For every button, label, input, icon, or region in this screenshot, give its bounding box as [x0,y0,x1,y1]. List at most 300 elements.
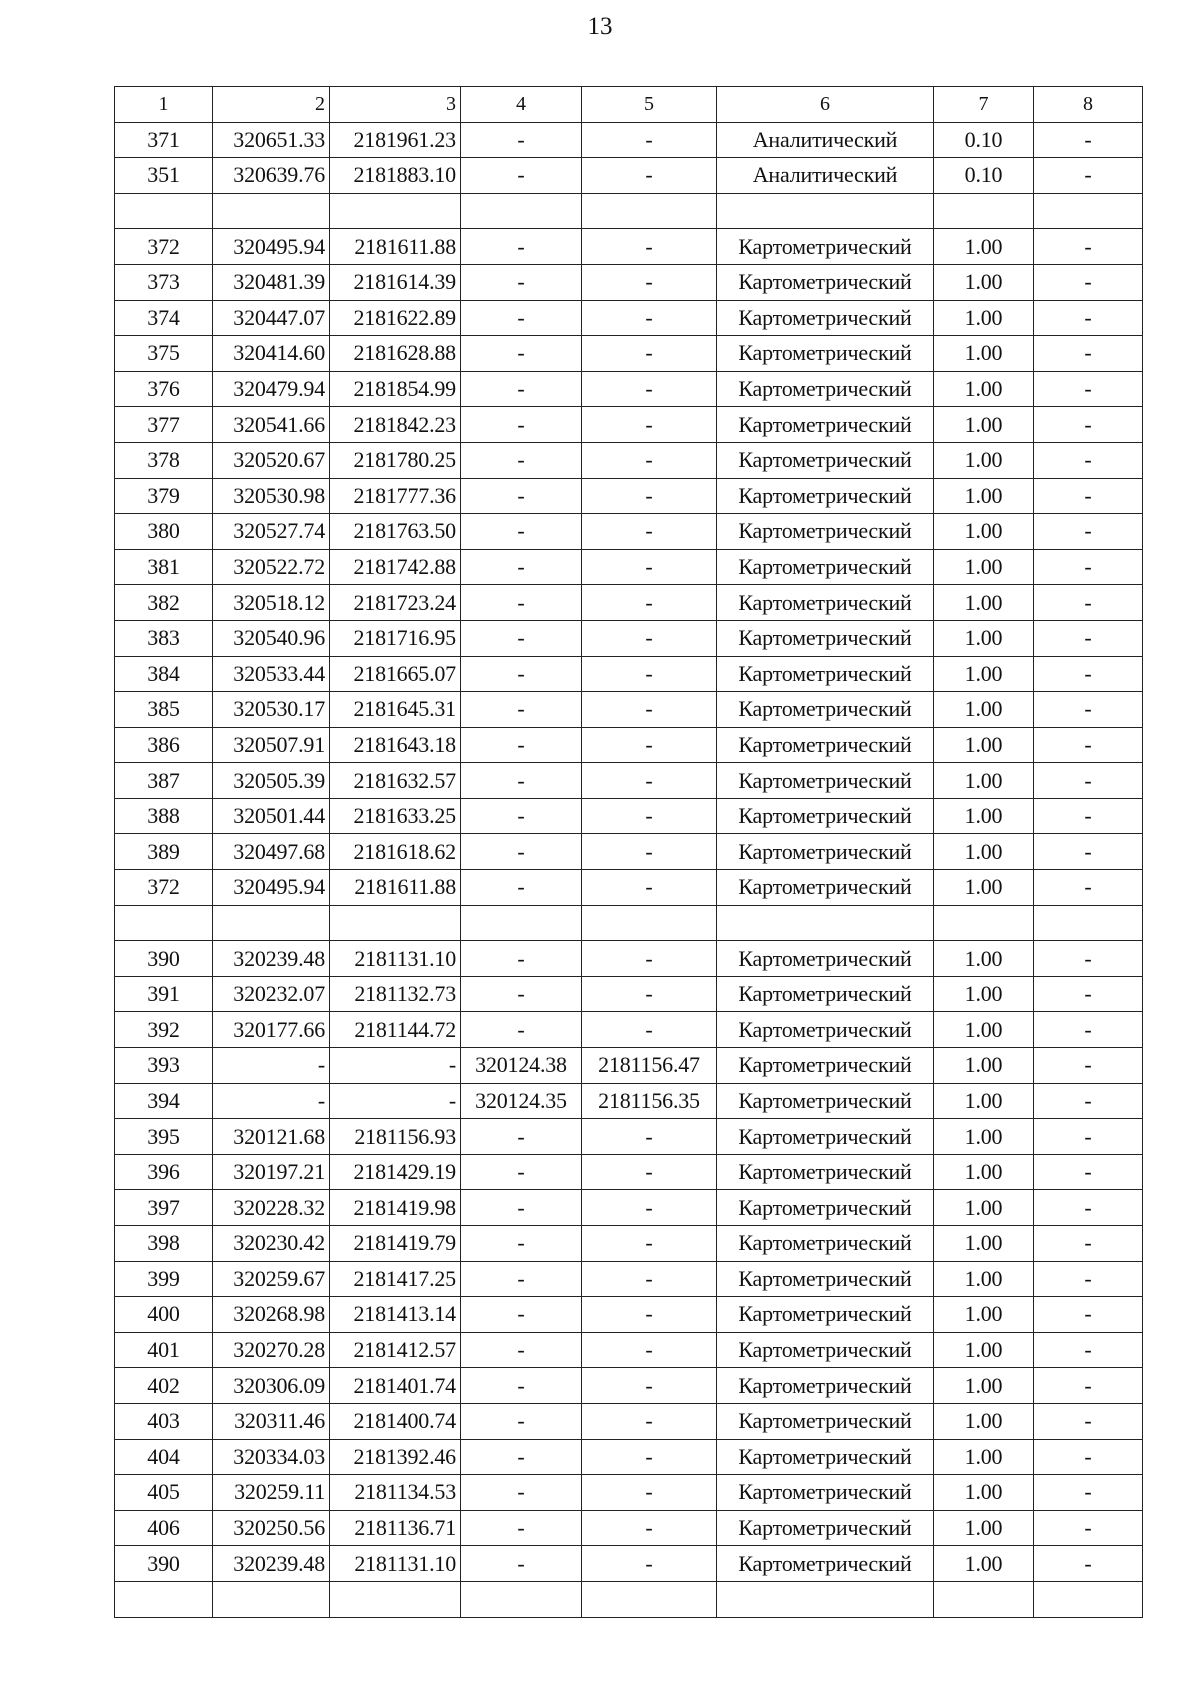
table-cell-col-3: 2181665.07 [330,656,461,692]
column-header-5: 5 [582,87,717,123]
table-cell-col-3: 2181643.18 [330,727,461,763]
table-cell-col-6: Картометрический [717,1190,934,1226]
table-cell-col-3: 2181961.23 [330,122,461,158]
table-cell-col-6: Аналитический [717,158,934,194]
table-cell-col-7 [934,1581,1034,1617]
table-cell-col-8: - [1034,727,1143,763]
column-header-6: 6 [717,87,934,123]
table-row [115,1510,1143,1546]
table-row [115,1403,1143,1439]
table-row [115,1261,1143,1297]
table-cell-col-5: - [582,620,717,656]
table-cell-col-5: - [582,1297,717,1333]
table-row [115,727,1143,763]
table-cell-col-2: 320311.46 [213,1403,330,1439]
table-cell-col-8: - [1034,834,1143,870]
table-row [115,1297,1143,1333]
table-cell-col-4: - [461,870,582,906]
table-cell-col-3: 2181131.10 [330,941,461,977]
table-row [115,1119,1143,1155]
table-cell-col-3: 2181645.31 [330,692,461,728]
table-cell-col-1: 377 [115,407,213,443]
table-cell-col-8: - [1034,549,1143,585]
table-cell-col-4: 320124.38 [461,1048,582,1084]
table-cell-col-7: 1.00 [934,620,1034,656]
table-cell-col-6: Картометрический [717,1546,934,1582]
table-cell-col-1: 379 [115,478,213,514]
table-cell-col-7: 1.00 [934,1083,1034,1119]
table-cell-col-2: 320239.48 [213,1546,330,1582]
table-cell-col-4: - [461,514,582,550]
table-cell-col-2: 320121.68 [213,1119,330,1155]
table-cell-col-1: 395 [115,1119,213,1155]
table-cell-col-4: - [461,1475,582,1511]
table-cell-col-7: 1.00 [934,514,1034,550]
table-cell-col-1: 403 [115,1403,213,1439]
table-cell-col-7: 1.00 [934,798,1034,834]
table-cell-col-5: - [582,1332,717,1368]
table-cell-col-3: 2181780.25 [330,442,461,478]
table-cell-col-2: 320540.96 [213,620,330,656]
table-cell-col-3: 2181429.19 [330,1154,461,1190]
table-row [115,300,1143,336]
table-cell-col-6: Картометрический [717,229,934,265]
table-cell-col-1: 388 [115,798,213,834]
table-cell-col-6: Картометрический [717,514,934,550]
table-row [115,264,1143,300]
table-cell-col-5: - [582,870,717,906]
table-row [115,1332,1143,1368]
table-cell-col-4: - [461,300,582,336]
table-cell-col-3: 2181400.74 [330,1403,461,1439]
table-cell-col-8: - [1034,1190,1143,1226]
table-cell-col-1: 402 [115,1368,213,1404]
table-cell-col-2: 320268.98 [213,1297,330,1333]
table-row [115,1083,1143,1119]
table-cell-col-3: 2181632.57 [330,763,461,799]
table-cell-col-4: - [461,941,582,977]
table-cell-col-4: - [461,1546,582,1582]
table-cell-col-7: 1.00 [934,692,1034,728]
table-cell-col-8: - [1034,514,1143,550]
table-cell-col-3: 2181132.73 [330,976,461,1012]
table-cell-col-8: - [1034,1439,1143,1475]
table-cell-col-8: - [1034,158,1143,194]
table-cell-col-7: 1.00 [934,976,1034,1012]
table-cell-col-4: - [461,1261,582,1297]
table-cell-col-6 [717,1581,934,1617]
table-cell-col-1: 406 [115,1510,213,1546]
table-cell-col-2: 320518.12 [213,585,330,621]
table-cell-col-3: - [330,1083,461,1119]
table-cell-col-4: - [461,798,582,834]
table-cell-col-5 [582,193,717,229]
table-cell-col-1: 372 [115,229,213,265]
table-cell-col-2: 320259.11 [213,1475,330,1511]
table-cell-col-8: - [1034,442,1143,478]
table-cell-col-2: 320639.76 [213,158,330,194]
table-cell-col-7: 0.10 [934,122,1034,158]
table-cell-col-6: Картометрический [717,656,934,692]
table-cell-col-1: 391 [115,976,213,1012]
table-cell-col-6: Картометрический [717,371,934,407]
table-cell-col-5: - [582,1154,717,1190]
table-row [115,656,1143,692]
table-cell-col-1: 392 [115,1012,213,1048]
table-cell-col-3: 2181419.79 [330,1226,461,1262]
column-header-4: 4 [461,87,582,123]
table-cell-col-3 [330,193,461,229]
table-row [115,620,1143,656]
table-cell-col-1: 384 [115,656,213,692]
table-cell-col-5: 2181156.35 [582,1083,717,1119]
table-cell-col-1: 380 [115,514,213,550]
table-cell-col-6: Картометрический [717,834,934,870]
table-cell-col-3 [330,905,461,941]
table-cell-col-5: - [582,1368,717,1404]
table-cell-col-2: 320270.28 [213,1332,330,1368]
table-cell-col-7: 1.00 [934,1190,1034,1226]
table-cell-col-6: Картометрический [717,1048,934,1084]
table-cell-col-7: 1.00 [934,1546,1034,1582]
table-cell-col-1: 385 [115,692,213,728]
table-cell-col-5: - [582,1439,717,1475]
table-cell-col-3: 2181413.14 [330,1297,461,1333]
table-row [115,549,1143,585]
table-cell-col-4 [461,193,582,229]
table-cell-col-6: Картометрический [717,798,934,834]
table-cell-col-4: - [461,371,582,407]
table-cell-col-6: Картометрический [717,763,934,799]
table-cell-col-6: Картометрический [717,300,934,336]
table-cell-col-1: 378 [115,442,213,478]
table-cell-col-2: 320228.32 [213,1190,330,1226]
table-cell-col-6: Картометрический [717,1083,934,1119]
table-cell-col-8: - [1034,870,1143,906]
table-cell-col-3: 2181611.88 [330,229,461,265]
table-cell-col-3: 2181134.53 [330,1475,461,1511]
table-row [115,442,1143,478]
table-cell-col-1: 400 [115,1297,213,1333]
table-cell-col-1: 394 [115,1083,213,1119]
table-row [115,1475,1143,1511]
table-cell-col-5: - [582,656,717,692]
table-header-row [115,87,1143,123]
table-cell-col-3: 2181622.89 [330,300,461,336]
table-cell-col-7: 1.00 [934,229,1034,265]
table-cell-col-8: - [1034,336,1143,372]
table-cell-col-3: 2181156.93 [330,1119,461,1155]
table-cell-col-8: - [1034,478,1143,514]
table-cell-col-2: 320197.21 [213,1154,330,1190]
table-cell-col-7: 1.00 [934,834,1034,870]
table-cell-col-5 [582,905,717,941]
table-cell-col-4: - [461,1012,582,1048]
table-cell-col-5: - [582,763,717,799]
table-cell-col-1: 386 [115,727,213,763]
table-row [115,585,1143,621]
table-cell-col-7 [934,905,1034,941]
table-cell-col-5: - [582,1190,717,1226]
table-row [115,478,1143,514]
table-cell-col-5: - [582,514,717,550]
table-cell-col-7: 1.00 [934,478,1034,514]
table-row [115,1012,1143,1048]
table-row [115,1226,1143,1262]
table-cell-col-5: - [582,941,717,977]
table-cell-col-1: 393 [115,1048,213,1084]
table-cell-col-2: 320230.42 [213,1226,330,1262]
table-cell-col-1: 376 [115,371,213,407]
table-cell-col-3: 2181611.88 [330,870,461,906]
table-cell-col-5: - [582,158,717,194]
table-cell-col-8: - [1034,264,1143,300]
table-cell-col-5: - [582,834,717,870]
table-cell-col-5: 2181156.47 [582,1048,717,1084]
table-cell-col-2: 320505.39 [213,763,330,799]
table-cell-col-4: - [461,264,582,300]
table-cell-col-3: 2181144.72 [330,1012,461,1048]
table-cell-col-7: 1.00 [934,1510,1034,1546]
table-cell-col-3: 2181716.95 [330,620,461,656]
table-cell-col-8: - [1034,1119,1143,1155]
table-cell-col-6: Аналитический [717,122,934,158]
table-cell-col-4 [461,1581,582,1617]
table-cell-col-1: 371 [115,122,213,158]
table-cell-col-8: - [1034,229,1143,265]
table-cell-col-3: 2181633.25 [330,798,461,834]
table-cell-col-5: - [582,122,717,158]
table-cell-col-2: 320495.94 [213,870,330,906]
table-cell-col-6: Картометрический [717,1403,934,1439]
table-cell-col-6: Картометрический [717,1261,934,1297]
table-row [115,1048,1143,1084]
table-cell-col-3 [330,1581,461,1617]
table-cell-col-3: 2181854.99 [330,371,461,407]
table-cell-col-2: - [213,1048,330,1084]
table-cell-col-4: - [461,336,582,372]
table-cell-col-6: Картометрический [717,549,934,585]
table-cell-col-6: Картометрический [717,1119,934,1155]
table-cell-col-5 [582,1581,717,1617]
table-cell-col-2: 320497.68 [213,834,330,870]
table-cell-col-2: 320522.72 [213,549,330,585]
table-row [115,976,1143,1012]
table-cell-col-3: 2181723.24 [330,585,461,621]
table-cell-col-4: - [461,656,582,692]
table-cell-col-8: - [1034,371,1143,407]
table-row [115,1154,1143,1190]
table-cell-col-6: Картометрический [717,1012,934,1048]
table-cell-col-3: - [330,1048,461,1084]
column-header-7: 7 [934,87,1034,123]
table-cell-col-5: - [582,336,717,372]
table-cell-col-7: 1.00 [934,1368,1034,1404]
table-cell-col-6: Картометрический [717,1154,934,1190]
table-cell-col-6: Картометрический [717,620,934,656]
table-cell-col-2: 320527.74 [213,514,330,550]
table-row [115,229,1143,265]
table-cell-col-8: - [1034,585,1143,621]
table-row [115,1368,1143,1404]
table-cell-col-7: 1.00 [934,442,1034,478]
table-cell-col-3: 2181401.74 [330,1368,461,1404]
table-cell-col-7: 1.00 [934,763,1034,799]
table-row [115,692,1143,728]
table-cell-col-7: 1.00 [934,1332,1034,1368]
table-row [115,1439,1143,1475]
table-cell-col-4: - [461,549,582,585]
table-cell-col-6: Картометрический [717,870,934,906]
table-cell-col-8 [1034,905,1143,941]
table-cell-col-7: 1.00 [934,264,1034,300]
table-cell-col-1: 390 [115,1546,213,1582]
table-cell-col-4: - [461,1154,582,1190]
table-separator-row [115,905,1143,941]
table-cell-col-4: - [461,478,582,514]
table-cell-col-7: 1.00 [934,336,1034,372]
table-cell-col-7: 1.00 [934,1261,1034,1297]
table-cell-col-3: 2181628.88 [330,336,461,372]
table-cell-col-8 [1034,193,1143,229]
table-cell-col-8: - [1034,1332,1143,1368]
table-cell-col-6: Картометрический [717,976,934,1012]
table-cell-col-4: - [461,1297,582,1333]
table-cell-col-1: 401 [115,1332,213,1368]
table-cell-col-4: - [461,229,582,265]
column-header-2: 2 [213,87,330,123]
table-cell-col-1: 390 [115,941,213,977]
column-header-8: 8 [1034,87,1143,123]
table-cell-col-2: 320541.66 [213,407,330,443]
table-cell-col-5: - [582,585,717,621]
table-cell-col-8: - [1034,692,1143,728]
table-cell-col-5: - [582,1510,717,1546]
table-cell-col-1: 389 [115,834,213,870]
table-cell-col-3: 2181412.57 [330,1332,461,1368]
table-row [115,834,1143,870]
table-cell-col-8: - [1034,1403,1143,1439]
table-cell-col-5: - [582,976,717,1012]
table-cell-col-1: 383 [115,620,213,656]
page-number: 13 [587,13,613,40]
table-cell-col-4: - [461,122,582,158]
table-cell-col-6: Картометрический [717,692,934,728]
table-cell-col-1: 372 [115,870,213,906]
column-header-1: 1 [115,87,213,123]
table-cell-col-4: - [461,442,582,478]
table-cell-col-8: - [1034,1368,1143,1404]
table-cell-col-8: - [1034,1297,1143,1333]
table-cell-col-4 [461,905,582,941]
table-cell-col-7: 1.00 [934,727,1034,763]
table-cell-col-7: 1.00 [934,407,1034,443]
table-cell-col-5: - [582,407,717,443]
table-cell-col-8: - [1034,1546,1143,1582]
table-cell-col-2: 320334.03 [213,1439,330,1475]
table-row [115,763,1143,799]
table-cell-col-3: 2181618.62 [330,834,461,870]
table-cell-col-4: - [461,727,582,763]
coordinates-table [114,86,1143,1618]
table-cell-col-4: - [461,834,582,870]
table-cell-col-7: 1.00 [934,1154,1034,1190]
table-cell-col-7: 1.00 [934,1297,1034,1333]
table-cell-col-4: - [461,1226,582,1262]
table-cell-col-1: 351 [115,158,213,194]
table-cell-col-8: - [1034,1475,1143,1511]
table-cell-col-3: 2181842.23 [330,407,461,443]
table-cell-col-1: 399 [115,1261,213,1297]
table-cell-col-4: - [461,585,582,621]
table-cell-col-6: Картометрический [717,727,934,763]
table-cell-col-4: - [461,1332,582,1368]
table-cell-col-6: Картометрический [717,585,934,621]
table-cell-col-1 [115,193,213,229]
table-cell-col-6: Картометрический [717,1510,934,1546]
table-cell-col-6: Картометрический [717,941,934,977]
table-cell-col-8: - [1034,620,1143,656]
table-cell-col-3: 2181742.88 [330,549,461,585]
table-cell-col-6: Картометрический [717,1475,934,1511]
table-cell-col-5: - [582,1475,717,1511]
table-cell-col-6: Картометрический [717,1226,934,1262]
table-row [115,336,1143,372]
table-body [115,87,1143,1618]
table-cell-col-5: - [582,1119,717,1155]
table-cell-col-1: 397 [115,1190,213,1226]
table-cell-col-2: 320306.09 [213,1368,330,1404]
table-cell-col-1: 387 [115,763,213,799]
table-cell-col-6 [717,193,934,229]
table-row [115,514,1143,550]
table-cell-col-7: 1.00 [934,1048,1034,1084]
table-cell-col-2: 320651.33 [213,122,330,158]
table-cell-col-5: - [582,692,717,728]
table-cell-col-7: 1.00 [934,1012,1034,1048]
table-cell-col-6: Картометрический [717,1297,934,1333]
table-cell-col-5: - [582,478,717,514]
table-cell-col-3: 2181136.71 [330,1510,461,1546]
table-cell-col-8: - [1034,1261,1143,1297]
column-header-3: 3 [330,87,461,123]
table-cell-col-5: - [582,1261,717,1297]
table-cell-col-8 [1034,1581,1143,1617]
table-cell-col-7: 1.00 [934,1475,1034,1511]
table-cell-col-8: - [1034,1083,1143,1119]
table-cell-col-8: - [1034,300,1143,336]
table-cell-col-7: 1.00 [934,656,1034,692]
table-cell-col-1: 404 [115,1439,213,1475]
table-separator-row [115,193,1143,229]
table-cell-col-7: 1.00 [934,1439,1034,1475]
table-row [115,1546,1143,1582]
table-cell-col-1: 405 [115,1475,213,1511]
table-cell-col-8: - [1034,1154,1143,1190]
table-cell-col-8: - [1034,1048,1143,1084]
table-cell-col-4: - [461,158,582,194]
table-cell-col-4: - [461,1403,582,1439]
table-cell-col-5: - [582,229,717,265]
table-cell-col-6: Картометрический [717,1332,934,1368]
table-cell-col-3: 2181777.36 [330,478,461,514]
table-cell-col-4: - [461,620,582,656]
table-cell-col-1: 381 [115,549,213,585]
table-cell-col-1 [115,905,213,941]
table-cell-col-4: - [461,692,582,728]
table-cell-col-4: 320124.35 [461,1083,582,1119]
table-cell-col-5: - [582,798,717,834]
